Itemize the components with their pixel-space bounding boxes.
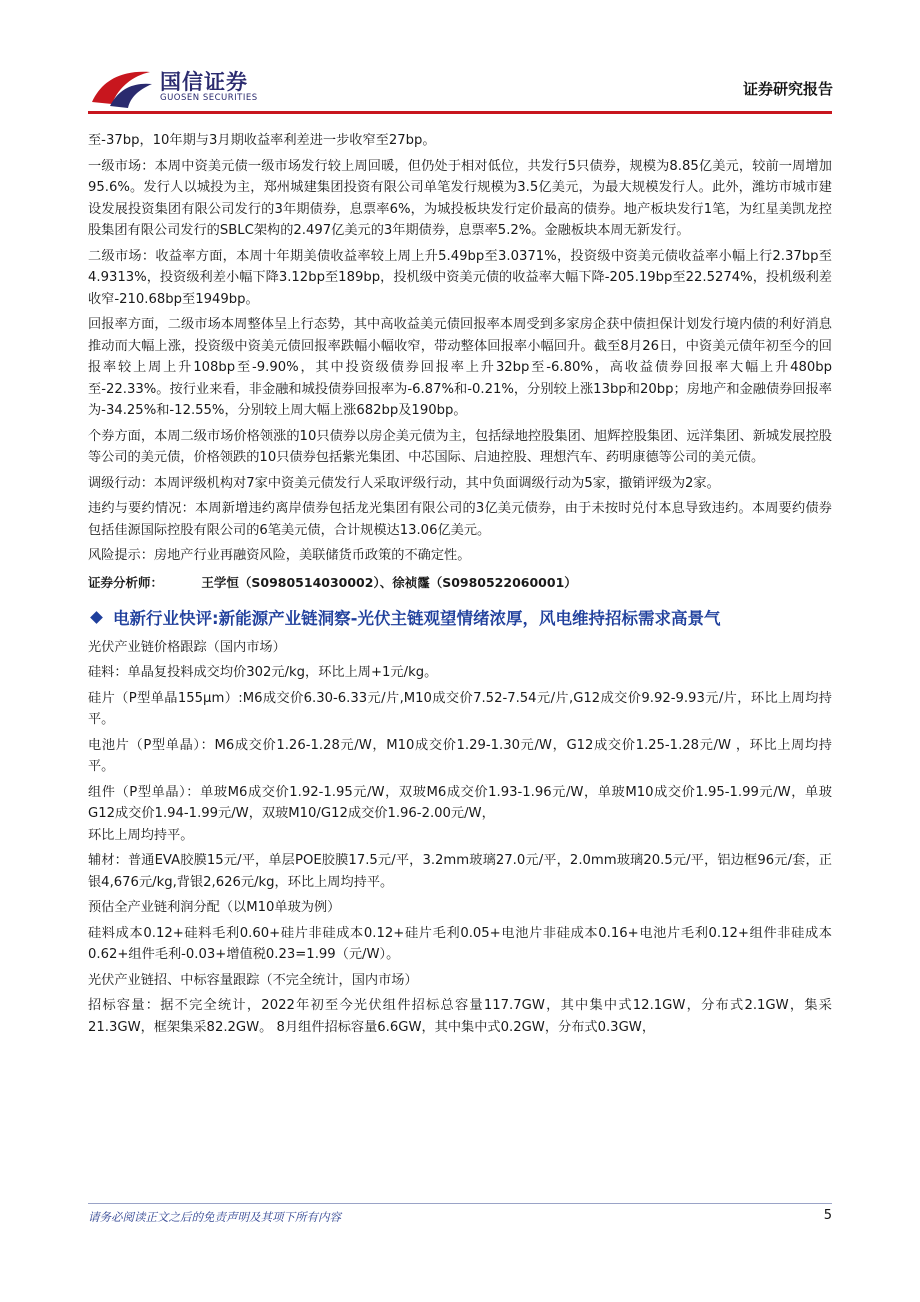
report-body: [88, 130, 832, 1042]
paragraph-cell: 电池片（P型单晶）：M6成交价1.26-1.28元/W，M10成交价1.29-1.30元/W，G12成交价1.25-1.28元/W ，环比上周均持平。: [88, 737, 832, 774]
paragraph-tender: 招标容量：据不完全统计，2022年初至今光伏组件招标总容量117.7GW，其中集中式12.1GW，分布式2.1GW，集采21.3GW，框架集采82.2GW。 8月组件招标容量6.6GW，其中集中式0.2GW，分布式0.3GW，: [88, 998, 832, 1035]
company-name-cn: 国信证券: [160, 70, 248, 94]
paragraph: 至-37bp，10年期与3月期收益率利差进一步收窄至27bp。: [88, 133, 436, 148]
page-header: [0, 0, 920, 118]
header-divider: [88, 111, 832, 114]
section-title: [88, 607, 832, 631]
company-name-en: GUOSEN SECURITIES: [160, 93, 258, 103]
page-number: 5: [823, 1208, 832, 1223]
paragraph-module-cont: 环比上周均持平。: [88, 827, 194, 843]
report-type-label: 证券研究报告: [742, 80, 833, 98]
analyst-names: 王学恒（S0980514030002）、徐祯霳（S0980522060001）: [201, 574, 577, 590]
paragraph-profit-heading: 预估全产业链利润分配（以M10单玻为例）: [88, 900, 341, 915]
paragraph-primary-market: 一级市场：本周中资美元债一级市场发行较上周回暖，但仍处于相对低位，共发行5只债券，规模为8.85亿美元，较前一周增加95.6%。发行人以城投为主，郑州城建集团投资有限公司单笔发行规模为3.5亿美元，为最大规模发行人。此外，潍坊市城市建设发展投资集团有限公司发行的3年期债券，息票率6%，为城投板块发行定价最高的债券。地产板块发行1笔，为红星美凯龙控股集团有限公司发行的SBLC架构的2.497亿美元的3年期债券，息票率5.2%。金融板块本周无新发行。: [88, 158, 832, 238]
paragraph-returns: 回报率方面，二级市场本周整体呈上行态势，其中高收益美元债回报率本周受到多家房企获中债担保计划发行境内债的利好消息推动而大幅上涨，投资级中资美元债回报率跌幅小幅收窄，带动整体回报率小幅回升。截至8月26日，中资美元债年初至今的回报率较上周上升108bp至-9.90%，其中投资级债券回报率上升32bp至-6.80%，高收益债券回报率大幅上升480bp至-22.33%。按行业来看，非金融和城投债券回报率为-6.87%和-0.21%，分别较上涨13bp和20bp；房地产和金融债券回报率为-34.25%和-12.55%，分别较上周大幅上涨682bp及190bp。: [88, 317, 832, 418]
paragraph-wafer: 硅片（P型单晶155μm）:M6成交价6.30-6.33元/片,M10成交价7.52-7.54元/片,G12成交价9.92-9.93元/片，环比上周均持平。: [88, 690, 832, 727]
diamond-bullet-icon: [90, 611, 103, 624]
analyst-line: [88, 573, 832, 591]
analyst-label: 证券分析师：: [88, 574, 164, 590]
paragraph-defaults: 违约与要约情况：本周新增违约离岸债券包括龙光集团有限公司的3亿美元债券，由于未按时兑付本息导致违约。本周要约债券包括佳源国际控股有限公司的6笔美元债，合计规模达13.06亿美元。: [88, 501, 832, 538]
footer-divider: [88, 1203, 832, 1204]
paragraph-risk: 风险提示：房地产行业再融资风险，美联储货币政策的不确定性。: [88, 548, 471, 563]
paragraph-individual-bonds: 个券方面，本周二级市场价格领涨的10只债券以房企美元债为主，包括绿地控股集团、旭辉控股集团、远洋集团、新城发展控股等公司的美元债，价格领跌的10只债券包括紫光集团、中芯国际、启迪控股、理想汽车、药明康德等公司的美元债。: [88, 428, 832, 465]
paragraph-tender-heading: 光伏产业链招、中标容量跟踪（不完全统计，国内市场）: [88, 972, 418, 988]
paragraph-secondary-market: 二级市场：收益率方面，本周十年期美债收益率较上周上升5.49bp至3.0371%，投资级中资美元债收益率小幅上行2.37bp至4.9313%，投资级利差小幅下降3.12bp至189bp，投机级中资美元债的收益率大幅下降-205.19bp至22.5274%，投机级利差收窄-210.68bp至1949bp。: [88, 248, 832, 307]
paragraph-profit: 硅料成本0.12+硅料毛利0.60+硅片非硅成本0.12+硅片毛利0.05+电池片非硅成本0.16+电池片毛利0.12+组件非硅成本0.62+组件毛利-0.03+增值税0.23=1.99（元/W）。: [88, 925, 832, 962]
footer-disclaimer: 请务必阅读正文之后的免责声明及其项下所有内容: [88, 1210, 341, 1224]
paragraph-module: 组件（P型单晶）：单玻M6成交价1.92-1.95元/W，双玻M6成交价1.93-1.96元/W，单玻M10成交价1.95-1.99元/W，单玻G12成交价1.94-1.99元/W，双玻M10/G12成交价1.96-2.00元/W，: [88, 784, 832, 821]
paragraph-auxiliary: 辅材：普通EVA胶膜15元/平，单层POE胶膜17.5元/平，3.2mm玻璃27.0元/平，2.0mm玻璃20.5元/平，铝边框96元/套，正银4,676元/kg,背银2,626元/kg，环比上周均持平。: [88, 853, 832, 890]
paragraph-pv-heading: 光伏产业链价格跟踪（国内市场）: [88, 639, 286, 655]
paragraph-rating-actions: 调级行动：本周评级机构对7家中资美元债发行人采取评级行动，其中负面调级行动为5家，撤销评级为2家。: [88, 475, 720, 491]
section-title-text: 电新行业快评:新能源产业链洞察-光伏主链观望情绪浓厚，风电维持招标需求高景气: [113, 608, 721, 628]
paragraph-polysilicon: 硅料：单晶复投料成交均价302元/kg，环比上周+1元/kg。: [88, 665, 438, 680]
